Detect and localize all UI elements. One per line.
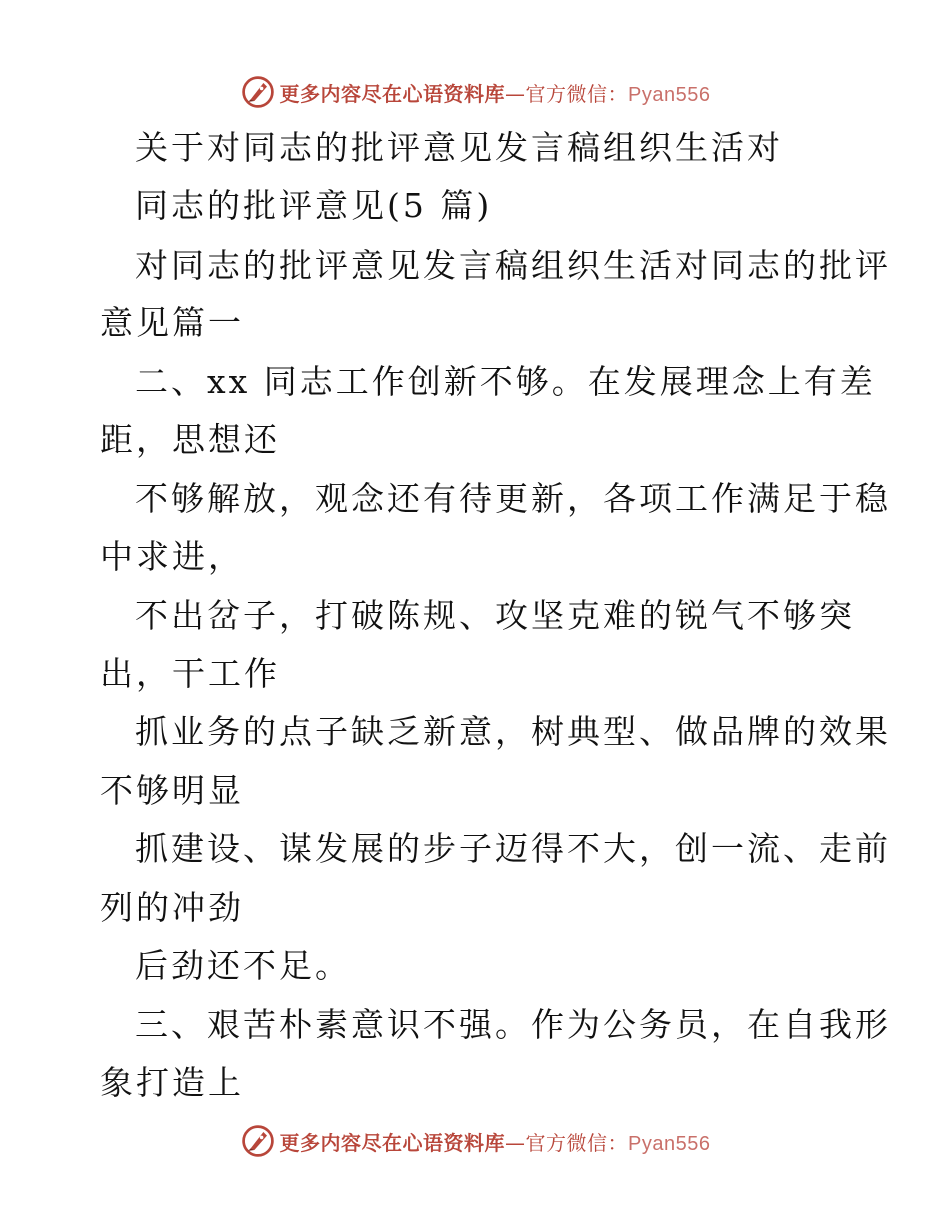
paragraph-line: 抓建设、谋发展的步子迈得不大，创一流、走前 [135,829,891,868]
paragraph-line: 后劲还不足。 [135,946,351,985]
paragraph-line: 象打造上 [100,1063,244,1102]
footer-banner [0,1121,950,1161]
paragraph-line: 不出岔子，打破陈规、攻坚克难的锐气不够突 [135,596,855,635]
paragraph-line: 距，思想还 [100,420,280,459]
paragraph-line: 对同志的批评意见发言稿组织生活对同志的批评 [135,246,891,285]
paragraph-line: 不够解放，观念还有待更新，各项工作满足于稳 [135,479,891,518]
paragraph-line: 抓业务的点子缺乏新意，树典型、做品牌的效果 [135,712,891,751]
paragraph-line: 二、xx 同志工作创新不够。在发展理念上有差 [135,362,876,401]
header-brand-text: 更多内容尽在心语资料库 [279,81,506,106]
paragraph-line: 中求进， [100,537,244,576]
paragraph-line: 意见篇一 [100,303,244,342]
paragraph-line: 三、艰苦朴素意识不强。作为公务员，在自我形 [135,1005,891,1044]
header-wechat-id: Pyan556 [628,83,711,106]
paragraph-line: 列的冲劲 [100,888,244,927]
pen-nib-logo-icon [240,1123,276,1159]
footer-wechat-id: Pyan556 [628,1132,711,1155]
title-line-2: 同志的批评意见(5 篇) [135,186,493,225]
footer-brand-text: 更多内容尽在心语资料库 [279,1130,506,1155]
footer-dash: — [505,1130,526,1155]
paragraph-line: 不够明显 [100,771,244,810]
header-wechat-label: 官方微信： [525,81,629,106]
paragraph-line: 出，干工作 [100,654,280,693]
footer-wechat-label: 官方微信： [525,1130,629,1155]
title-line-1: 关于对同志的批评意见发言稿组织生活对 [135,128,783,167]
header-dash: — [505,81,526,106]
